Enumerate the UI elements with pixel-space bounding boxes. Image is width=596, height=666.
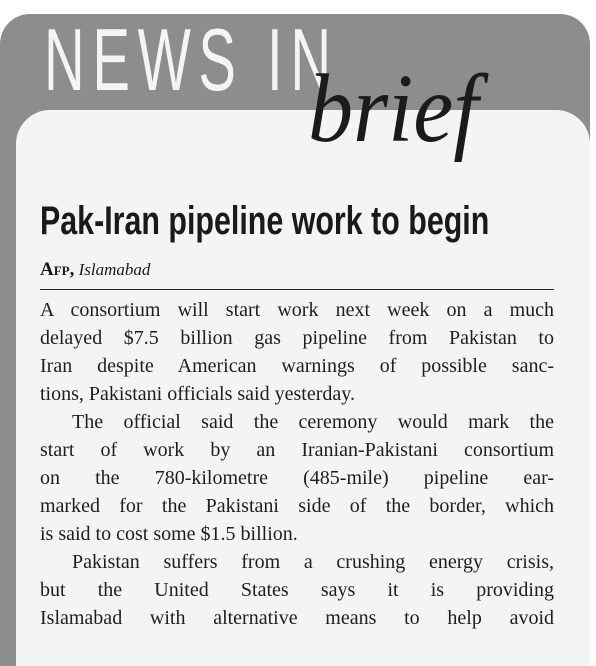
article-line: Islamabad with alternative means to help avoid xyxy=(40,607,554,629)
article-line: Iran despite American warnings of possible sanc- xyxy=(40,355,554,377)
byline-rule xyxy=(40,289,554,290)
article-line: marked for the Pakistani side of the border, which xyxy=(40,495,554,517)
byline-agency: Afp, xyxy=(40,259,75,280)
article-line: The official said the ceremony would mark the xyxy=(72,411,554,433)
article-line: A consortium will start work next week on a much xyxy=(40,299,554,321)
article-headline: Pak-Iran pipeline work to begin xyxy=(40,199,490,243)
article-line: start of work by an Iranian-Pakistani consortium xyxy=(40,439,554,461)
byline xyxy=(40,260,150,280)
article-line: on the 780-kilometre (485-mile) pipeline ear- xyxy=(40,467,554,489)
article-line: delayed $7.5 billion gas pipeline from Pakistan to xyxy=(40,327,554,349)
article-line: is said to cost some $1.5 billion. xyxy=(40,523,298,545)
masthead-news-in: NEWS IN xyxy=(44,10,339,109)
article-body xyxy=(40,296,554,632)
article-line: but the United States says it is providing xyxy=(40,579,554,601)
byline-place: Islamabad xyxy=(78,260,151,279)
masthead-brief: brief xyxy=(308,55,479,163)
article-line: Pakistan suffers from a crushing energy crisis, xyxy=(72,551,554,573)
article-line: tions, Pakistani officials said yesterday. xyxy=(40,383,355,405)
